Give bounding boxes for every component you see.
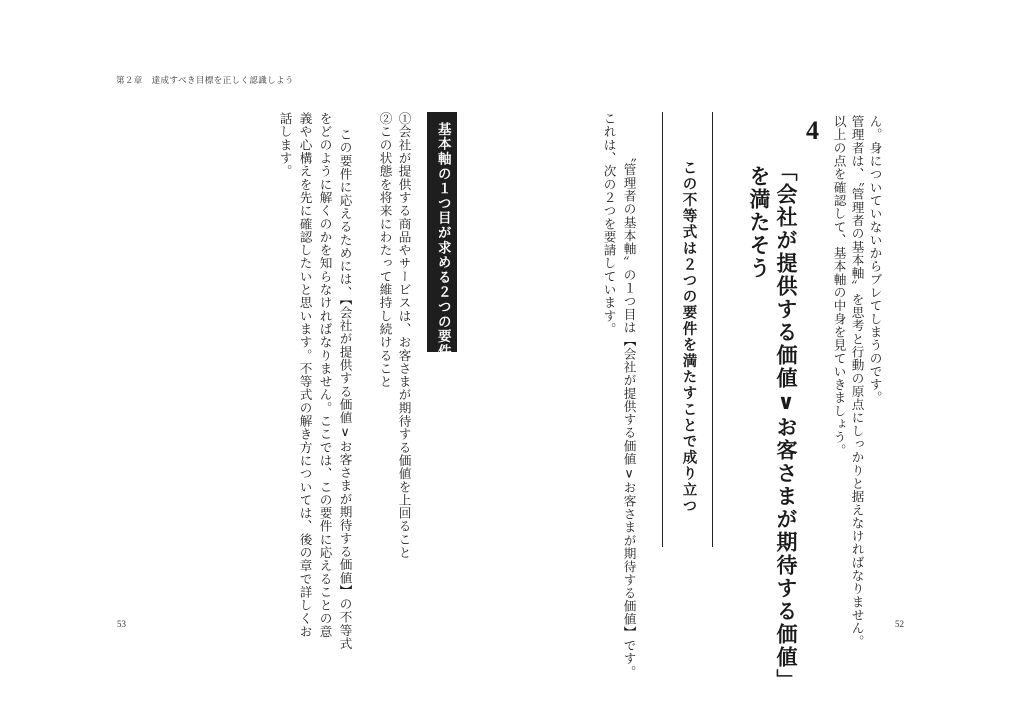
intro-line-3: 以上の点を確認して、基本軸の中身を見ていきましょう。 [831, 115, 847, 457]
body-line-left-4: 話します。 [277, 112, 293, 178]
section-number: 4 [806, 116, 819, 145]
subheading-rule-right [712, 112, 713, 547]
box-heading-text: 基本軸の１つ目が求める２つの要件 [434, 122, 451, 359]
box-heading [427, 112, 457, 359]
body-line-right-1: 〝管理者の基本軸〟の１つ目は【会社が提供する価値∨お客さまが期待する価値】です。 [621, 150, 637, 679]
body-line-left-3: 義や心構えを先に確認したいと思います。不等式の解き方については、後の章で詳しくお [297, 112, 313, 638]
intro-line-2: 管理者は、〝管理者の基本軸〟を思考と行動の原点にしっかりと据えなければなりません。 [849, 115, 865, 648]
body-line-right-2: これは、次の２つを要請しています。 [601, 112, 617, 336]
list-item-1: ①会社が提供する商品やサービスは、お客さまが期待する価値を上回ること [396, 112, 412, 560]
page-number-right: 52 [895, 619, 904, 629]
subheading: この不等式は２つの要件を満たすことで成り立つ [680, 160, 697, 515]
section-title-line-1: 「会社が提供する価値∨お客さまが期待する価値」 [774, 160, 798, 692]
running-head: 第２章 達成すべき目標を正しく認識しよう [116, 76, 294, 86]
body-line-left-2: をどのように解くのかを知らなければなりません。ここでは、この要件に応えることの意 [317, 112, 333, 638]
intro-line-1: ん。身についていないからブレてしまうのです。 [867, 115, 883, 405]
page-number-left: 53 [117, 619, 126, 629]
subheading-rule-left [662, 112, 663, 547]
list-item-2: ②この状態を将来にわたって維持し続けること [377, 112, 393, 389]
section-title-line-2: を満たそう [747, 165, 771, 280]
body-line-left-1: この要件に応えるためには、【会社が提供する価値∨お客さまが期待する価値】の不等式 [337, 128, 353, 651]
